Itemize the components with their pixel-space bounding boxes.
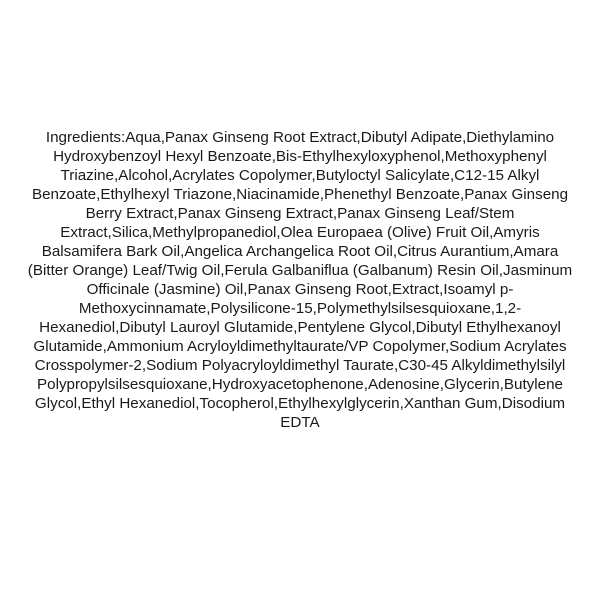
ingredients-list: Ingredients:Aqua,Panax Ginseng Root Extract,Dibutyl Adipate,Diethylamino Hydroxybenzoyl Hexyl Benzoate,Bis-Ethylhexyloxyphenol,Methoxyphenyl Triazine,Alcohol,Acrylates Copolymer,Butyloctyl Salicylate,C12-15 Alkyl Benzoate,Ethylhexyl Triazone,Niacinamide,Phenethyl Benzoate,Panax Ginseng Berry Extract,Panax Ginseng Extract,Panax Ginseng Leaf/Stem Extract,Silica,Methylpropanediol,Olea Europaea (Olive) Fruit Oil,Amyris Balsamifera Bark Oil,Angelica Archangelica Root Oil,Citrus Aurantium,Amara (Bitter Orange) Leaf/Twig Oil,Ferula Galbaniflua (Galbanum) Resin Oil,Jasminum Officinale (Jasmine) Oil,Panax Ginseng Root,Extract,Isoamyl p-Methoxycinnamate,Polysilicone-15,Polymethylsilsesquioxane,1,2-Hexanediol,Dibutyl Lauroyl Glutamide,Pentylene Glycol,Dibutyl Ethylhexanoyl Glutamide,Ammonium Acryloyldimethyltaurate/VP Copolymer,Sodium Acrylates Crosspolymer-2,Sodium Polyacryloyldimethyl Taurate,C30-45 Alkyldimethylsilyl Polypropylsilsesquioxane,Hydroxyacetophenone,Adenosine,Glycerin,Butylene Glycol,Ethyl Hexanediol,Tocopherol,Ethylhexylglycerin,Xanthan Gum,Disodium EDTA	[27, 129, 573, 431]
